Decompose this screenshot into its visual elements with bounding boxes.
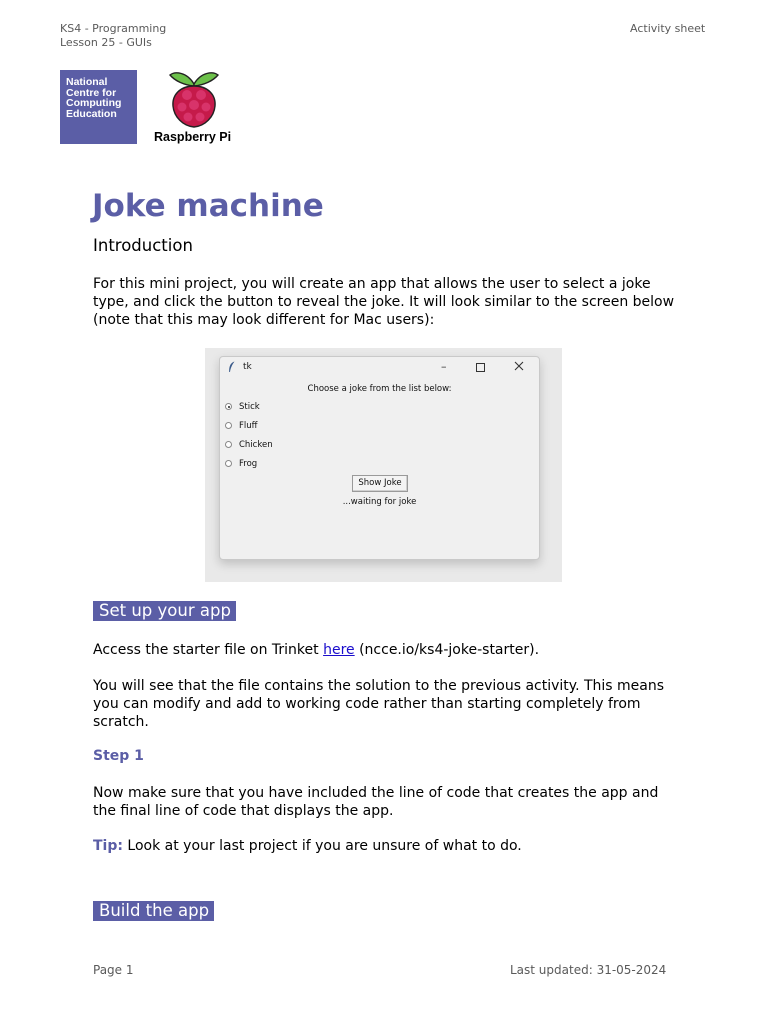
intro-paragraph: For this mini project, you will create an app that allows the user to select a joke type, and click the button to reveal the joke. It will look similar to the screen below (note that this may look different for Mac users): [93,276,675,328]
close-x-icon [514,361,524,371]
raspberry-pi-icon [167,69,221,129]
tip-text: Look at your last project if you are unsure of what to do. [122,838,522,854]
app-screenshot [205,348,562,582]
ncce-logo-line: Centre for [66,86,117,99]
radio-unchecked-icon [225,441,232,448]
lesson-name: Lesson 25 - GUIs [60,36,152,49]
radio-label: Fluff [239,421,258,431]
radio-label: Chicken [239,440,273,450]
maximize-square-icon [476,363,485,372]
radio-label: Frog [239,459,258,469]
access-text: Access the starter file on Trinket [93,642,324,658]
tk-window [219,356,540,560]
section-heading-setup: Set up your app [93,601,236,621]
header-left [60,22,166,50]
section-heading-build: Build the app [93,901,214,921]
ncce-logo [60,70,137,144]
minimize-icon[interactable]: – [441,360,447,373]
introduction-heading: Introduction [93,236,193,255]
tip-paragraph [93,837,683,855]
access-url-text: (ncce.io/ks4-joke-starter). [354,642,540,658]
sheet-type: Activity sheet [630,22,706,35]
radio-option-chicken[interactable] [225,439,273,451]
starter-file-link[interactable]: here [323,642,355,658]
feather-icon [228,361,236,373]
ncce-logo-line: Education [66,107,117,120]
tip-label: Tip: [93,838,123,854]
window-title: tk [243,362,252,372]
joke-status-label: ...waiting for joke [342,497,417,507]
solution-paragraph: You will see that the file contains the solution to the previous activity. This means you can modify and add to working code rather than starting completely from scratch. [93,678,665,730]
show-joke-button[interactable]: Show Joke [352,475,408,492]
raspberry-pi-wordmark: Raspberry Pi [154,130,232,144]
ncce-logo-line: National [66,76,108,88]
radio-label: Stick [239,402,260,412]
step-1-paragraph: Now make sure that you have included the line of code that creates the app and the final line of code that displays the app. [93,785,659,819]
last-updated: Last updated: 31-05-2024 [510,963,667,977]
page-number: Page 1 [93,963,134,977]
close-icon[interactable] [514,361,524,375]
ncce-logo-line: Computing [66,97,122,109]
joke-prompt-label: Choose a joke from the list below: [307,384,452,394]
radio-unchecked-icon [225,460,232,467]
radio-unchecked-icon [225,422,232,429]
step-1-heading: Step 1 [93,748,144,764]
radio-option-frog[interactable] [225,458,257,470]
radio-option-fluff[interactable] [225,420,258,432]
radio-option-stick[interactable] [225,401,260,413]
page-title: Joke machine [92,188,324,224]
maximize-icon[interactable] [476,362,485,376]
course-name: KS4 - Programming [60,22,167,35]
access-paragraph [93,641,683,659]
radio-checked-icon [225,403,232,410]
title-bar [220,357,539,381]
